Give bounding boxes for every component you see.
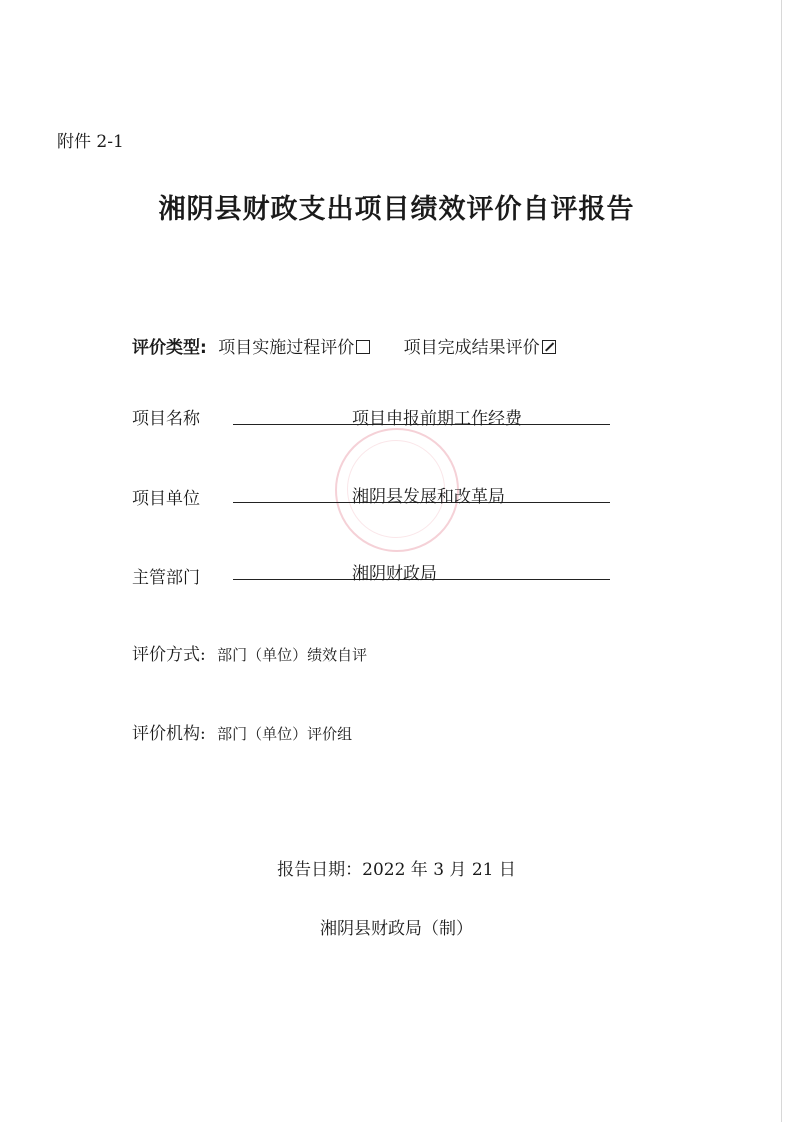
option2-checkbox[interactable] [542,340,556,354]
page-title: 湘阴县财政支出项目绩效评价自评报告 [158,194,635,225]
eval-type-option2: 项目完成结果评价 [403,338,540,358]
attachment-number: 附件 2-1 [57,132,124,152]
project-unit-label: 项目单位 [132,489,200,509]
issuer: 湘阴县财政局（制） [320,919,473,939]
project-name-label: 项目名称 [132,409,200,429]
eval-org-label: 评价机构: [132,724,206,744]
eval-type-option1: 项目实施过程评价 [218,338,355,358]
eval-type-label: 评价类型: [132,338,207,358]
eval-method-label: 评价方式: [132,645,206,665]
page-edge [781,0,782,1122]
project-unit-value: 湘阴县发展和改革局 [352,487,505,507]
dept-label: 主管部门 [132,568,200,588]
eval-type-row [132,333,556,358]
project-name-value: 项目申报前期工作经费 [352,409,522,429]
option1-checkbox[interactable] [356,340,370,354]
dept-value: 湘阴财政局 [352,564,437,584]
eval-org-value: 部门（单位）评价组 [217,725,353,743]
eval-method-row [132,640,367,665]
report-date: 报告日期：2022 年 3 月 21 日 [277,860,516,880]
eval-method-value: 部门（单位）绩效自评 [217,646,368,664]
eval-org-row [132,719,352,744]
